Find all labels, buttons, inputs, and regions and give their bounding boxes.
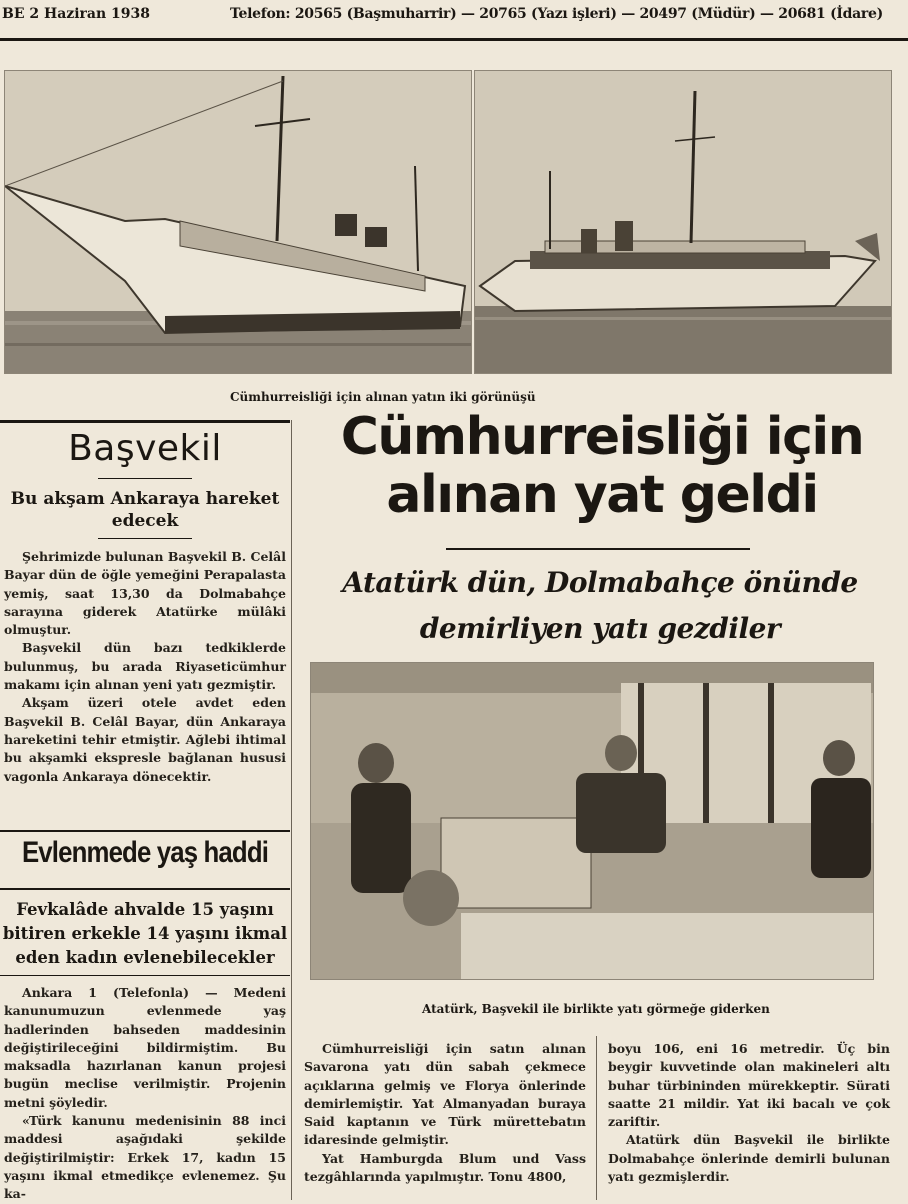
main-story-paragraph: boyu 106, eni 16 metredir. Üç bin beygir kuvvetinde olan makineleri altı buhar türbininden mürekkeptir. Sürati saatte 21 mildir. Yat iki bacalı ve çok zariftir.: [608, 1041, 890, 1130]
basvekil-paragraph: Akşam üzeri otele avdet eden Başvekil B. Celâl Bayar, dün Ankaraya hareketini tehir etmiştir. Ağlebi ihtimal bu akşamki ekspresle bağlanan hususi vagonla Ankaraya dönecektir.: [4, 695, 286, 784]
main-story-column-2: [608, 1040, 890, 1186]
yacht-photos-caption: Cümhurreisliği için alınan yatın iki görünüşü: [230, 390, 536, 404]
column-divider: [291, 420, 292, 1200]
main-story-paragraph: Atatürk dün Başvekil ile birlikte Dolmabahçe önlerinde demirli bulunan yatı gezmişlerdir.: [608, 1132, 890, 1185]
evlenme-article-body: [4, 984, 286, 1204]
yacht-photo-bow-view: [4, 70, 472, 374]
main-story-column-1: [304, 1040, 586, 1186]
main-headline-line: Cümhurreisliği için: [340, 407, 864, 467]
basvekil-paragraph: Şehrimizde bulunan Başvekil B. Celâl Bayar dün de öğle yemeğini Perapalasta yemiş, saat 13,30 da Dolmabahçe sarayına giderek Atatürke mülâki olmuştur.: [4, 549, 287, 638]
phone-numbers: Telefon: 20565 (Başmuharrir) — 20765 (Yazı işleri) — 20497 (Müdür) — 20681 (İdare): [230, 6, 883, 22]
evlenme-headline: Evlenmede yaş haddi: [21, 836, 269, 869]
main-story-paragraph: Cümhurreisliği için satın alınan Savarona yatı dün sabah çekmece açıklarına gelmiş ve Florya önlerinde demirlemiştir. Yat Almanyadan buraya Said kaptanın ve Türk mürettebatın idaresinde gelmiştir.: [304, 1041, 586, 1148]
evlenme-paragraph: Ankara 1 (Telefonla) — Medeni kanunumuzun evlenmede yaş hadlerinden bahseden maddesinin değiştirileceğini bildirmiştim. Bu maksadla hazırlanan kanun projesi bugün meclise verilmiştir. Projenin metni şöyledir.: [4, 985, 286, 1110]
main-headline-rule: [446, 548, 750, 550]
main-subheadline-line: Atatürk dün, Dolmabahçe önünde: [342, 566, 858, 599]
issue-date: BE 2 Haziran 1938: [2, 6, 151, 22]
ataturk-photo-caption: Atatürk, Başvekil ile birlikte yatı görmeğe giderken: [422, 1002, 770, 1016]
left-column-top-rule: [0, 420, 290, 423]
basvekil-article-body: [4, 548, 286, 786]
main-headline: [318, 408, 886, 524]
main-story-paragraph: Yat Hamburgda Blum und Vass tezgâhlarında yapılmıştır. Tonu 4800,: [304, 1150, 586, 1185]
evlenme-top-rule: [0, 830, 290, 832]
ataturk-aboard-photo: [310, 662, 874, 980]
basvekil-paragraph: Başvekil dün bazı tedkiklerde bulunmuş, bu arada Riyaseticümhur makamı için alınan yeni yatı gezmiştir.: [4, 640, 286, 693]
evlenme-sub-rule: [0, 975, 290, 976]
main-story-column-divider: [596, 1036, 597, 1200]
basvekil-headline: Başvekil: [68, 428, 222, 469]
evlenme-subheadline: Fevkalâde ahvalde 15 yaşını bitiren erkekle 14 yaşını ikmal eden kadın evlenebilecekler: [2, 900, 288, 967]
yacht-photo-side-view: [474, 70, 892, 374]
main-headline-line: alınan yat geldi: [386, 465, 818, 525]
basvekil-sub-rule: [98, 538, 192, 539]
main-subheadline: [300, 560, 900, 652]
basvekil-subheadline: Bu akşam Ankaraya hareket edecek: [10, 489, 280, 531]
basvekil-headline-rule: [98, 478, 192, 479]
evlenme-paragraph: «Türk kanunu medenisinin 88 inci maddesi aşağıdaki şekilde değiştirilmiştir: Erkek 17, kadın 15 yaşını ikmal etmedikçe evlenemez. Şu ka-: [4, 1113, 286, 1202]
main-subheadline-line: demirliyen yatı gezdiler: [419, 612, 781, 645]
evlenme-headline-rule: [0, 888, 290, 890]
